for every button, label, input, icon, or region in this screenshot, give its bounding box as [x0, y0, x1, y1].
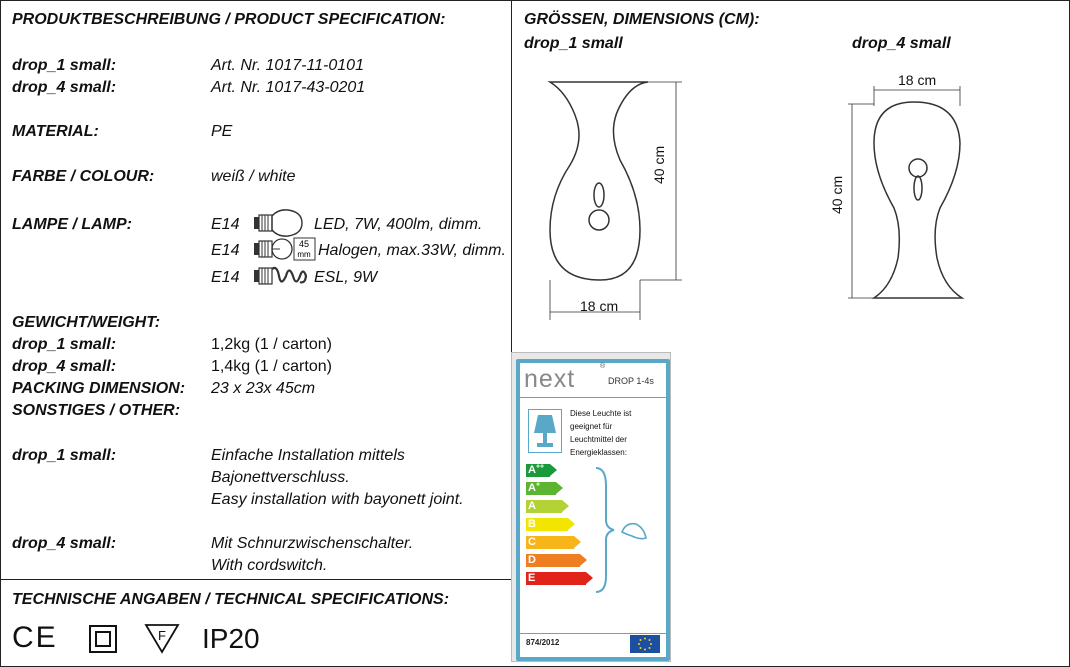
weight-drop4-value: 1,4kg (1 / carton): [211, 358, 332, 375]
drop1-height: 40 cm: [651, 145, 667, 184]
other-heading: SONSTIGES / OTHER:: [12, 402, 181, 419]
dimensions-heading: GRÖSSEN, DIMENSIONS (CM):: [524, 11, 760, 28]
energy-class-arrow: [526, 500, 570, 513]
packing-value: 23 x 23x 45cm: [211, 380, 316, 397]
product-spec-heading: PRODUKTBESCHREIBUNG / PRODUCT SPECIFICATION:: [12, 11, 446, 28]
drop4-label: drop_4 small:: [12, 79, 117, 96]
model-label: DROP 1-4s: [608, 376, 654, 386]
drop1-label: drop_1 small:: [12, 57, 117, 74]
colour-value: weiß / white: [211, 168, 296, 185]
label-footer-divider: [520, 633, 666, 634]
halogen-mark-text: 45: [298, 239, 310, 249]
energy-label-text: Diese Leuchte ist geeignet für Leuchtmittel der Energieklassen:: [570, 409, 632, 457]
material-value: PE: [211, 123, 233, 140]
drop1-article: Art. Nr. 1017-11-0101: [211, 57, 364, 74]
energy-class-arrow: [526, 554, 588, 567]
lamp-led-socket: E14: [211, 216, 240, 233]
drop1-drawing: [530, 70, 700, 320]
energy-class-label: D: [528, 554, 536, 566]
drop1-drawing-title: drop_1 small: [524, 35, 623, 52]
energy-brace-icon: [592, 466, 652, 596]
registered-mark: ®: [600, 363, 606, 370]
f-mark-text: F: [158, 628, 166, 643]
other-drop1-line2: Bajonettverschluss.: [211, 469, 350, 486]
energy-class-arrow: [526, 536, 582, 549]
other-drop4-line1: Mit Schnurzwischenschalter.: [211, 535, 414, 552]
energy-class-label: A+: [528, 481, 541, 494]
lamp-led-desc: LED, 7W, 400lm, dimm.: [314, 216, 483, 233]
weight-drop4-label: drop_4 small:: [12, 358, 117, 375]
energy-class-scale: [526, 464, 594, 590]
brand-logo: next: [524, 365, 576, 393]
other-drop1-label: drop_1 small:: [12, 447, 117, 464]
regulation-number: 874/2012: [526, 638, 560, 647]
weight-drop1-label: drop_1 small:: [12, 336, 117, 353]
led-bulb-icon: [252, 208, 306, 238]
drop4-drawing: [840, 68, 980, 308]
esl-bulb-icon: [252, 263, 312, 289]
energy-class-label: A++: [528, 463, 545, 476]
colour-label: FARBE / COLOUR:: [12, 168, 155, 185]
lamp-halogen-socket: E14: [211, 242, 240, 259]
drop4-article: Art. Nr. 1017-43-0201: [211, 79, 366, 96]
protection-class-icon: [88, 624, 118, 654]
tech-heading: TECHNISCHE ANGABEN / TECHNICAL SPECIFICATIONS:: [12, 591, 450, 608]
drop4-drawing-title: drop_4 small: [852, 35, 951, 52]
svg-text:mm: mm: [297, 250, 311, 259]
eu-flag-icon: [630, 635, 660, 653]
energy-label: [511, 352, 671, 662]
drop4-height: 40 cm: [829, 175, 845, 214]
label-divider: [520, 397, 666, 398]
drop1-width: 18 cm: [580, 298, 619, 314]
weight-drop1-value: 1,2kg (1 / carton): [211, 336, 332, 353]
lamp-label: LAMPE / LAMP:: [12, 216, 132, 233]
lamp-halogen-desc: Halogen, max.33W, dimm.: [318, 242, 506, 259]
packing-label: PACKING DIMENSION:: [12, 380, 186, 397]
energy-class-arrow: [526, 482, 564, 495]
energy-class-label: A: [528, 500, 536, 512]
f-mark-icon: [144, 622, 180, 654]
ip-rating: IP20: [202, 623, 260, 654]
energy-class-arrow: [526, 572, 594, 585]
energy-class-arrow: [526, 464, 558, 477]
material-label: MATERIAL:: [12, 123, 99, 140]
weight-heading: GEWICHT/WEIGHT:: [12, 314, 161, 331]
section-divider: [0, 579, 512, 580]
drop4-width: 18 cm: [898, 72, 937, 88]
ce-mark: CE: [12, 621, 58, 654]
other-drop1-line3: Easy installation with bayonett joint.: [211, 491, 464, 508]
other-drop1-line1: Einfache Installation mittels: [211, 447, 405, 464]
energy-label-card: [516, 359, 670, 661]
halogen-bulb-icon: [252, 236, 316, 262]
energy-class-label: C: [528, 536, 536, 548]
other-drop4-line2: With cordswitch.: [211, 557, 328, 574]
lamp-icon: [528, 409, 562, 453]
lamp-esl-socket: E14: [211, 269, 240, 286]
energy-class-label: E: [528, 572, 536, 584]
energy-class-label: B: [528, 518, 536, 530]
other-drop4-label: drop_4 small:: [12, 535, 117, 552]
energy-class-arrow: [526, 518, 576, 531]
lamp-esl-desc: ESL, 9W: [314, 269, 378, 286]
